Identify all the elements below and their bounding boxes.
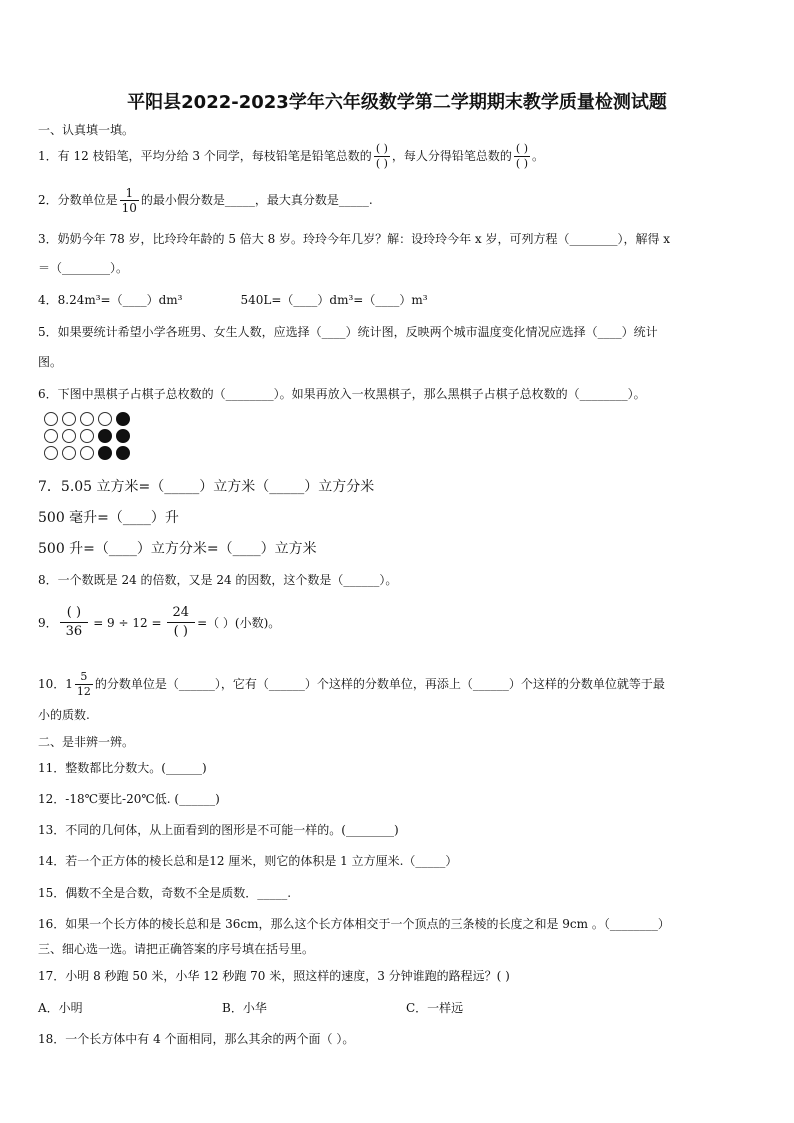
chess-piece-row [44, 412, 130, 426]
question-17-option-c: C．一样远 [406, 1001, 464, 1015]
page-title: 平阳县2022-2023学年六年级数学第二学期期末教学质量检测试题 [127, 92, 667, 113]
white-piece-icon [62, 429, 76, 443]
question-1-fraction-2: $\frac{( )}{( )}$ [515, 142, 529, 170]
white-piece-icon [44, 446, 58, 460]
white-piece-icon [80, 429, 94, 443]
white-piece-icon [62, 412, 76, 426]
question-5-line-2: 图。 [38, 355, 63, 369]
white-piece-icon [44, 412, 58, 426]
question-1-fraction-1: $\frac{( )}{( )}$ [375, 142, 388, 170]
section-3-heading: 三、细心选一选。请把正确答案的序号填在括号里。 [38, 942, 315, 956]
question-17-option-b: B．小华 [222, 1001, 267, 1015]
chess-pieces-figure [44, 412, 130, 463]
question-11: 11．整数都比分数大。(______) [38, 761, 207, 775]
question-10-fraction: $\frac{5}{12}$ [76, 670, 91, 698]
question-15: 15．偶数不全是合数，奇数不全是质数．_____. [38, 886, 292, 900]
question-16: 16．如果一个长方体的棱长总和是 36cm，那么这个长方体相交于一个顶点的三条棱的长度之和是 9cm 。（________） [38, 917, 670, 931]
question-12: 12．-18℃要比-20℃低. (______) [38, 792, 220, 806]
black-piece-icon [98, 446, 112, 460]
question-10-line-2: 小的质数. [38, 708, 90, 722]
question-7-line-1: 7．5.05 立方米=（_____）立方米（_____）立方分米 [38, 479, 375, 495]
question-3-line-1: 3．奶奶今年 78 岁，比玲玲年龄的 5 倍大 8 岁。玲玲今年几岁？解：设玲玲今年 x 岁，可列方程（________），解得 x [38, 232, 671, 246]
question-3-line-2: ＝（________）。 [38, 261, 129, 275]
question-1-text-a: 1．有 12 枝铅笔，平均分给 3 个同学，每枝铅笔是铅笔总数的 [38, 149, 372, 163]
question-18: 18．一个长方体中有 4 个面相同，那么其余的两个面（ ）。 [38, 1032, 355, 1046]
chess-piece-row [44, 429, 130, 443]
section-2-heading: 二、是非辨一辨。 [38, 735, 135, 749]
question-17: 17．小明 8 秒跑 50 米，小华 12 秒跑 70 米，照这样的速度，3 分钟谁跑的路程远？( ) [38, 969, 510, 983]
question-7-line-3: 500 升=（____）立方分米=（____）立方米 [38, 541, 317, 557]
black-piece-icon [116, 429, 130, 443]
question-2-fraction: $\frac{1}{10}$ [121, 186, 137, 215]
chess-piece-row [44, 446, 130, 460]
question-1: 1．有 12 枝铅笔，平均分给 3 个同学，每枝铅笔是铅笔总数的 $\frac{( )}{( )}$ ，每人分得铅笔总数的 $\frac{( )}{( )}$ 。 [38, 142, 545, 170]
black-piece-icon [116, 412, 130, 426]
question-9: 9． $\frac{( )}{36}$ = 9 ÷ 12 = $\frac{24}{( )}$ =（ ）(小数)。 [38, 605, 281, 639]
question-14: 14．若一个正方体的棱长总和是12 厘米，则它的体积是 1 立方厘米.（_____） [38, 854, 458, 868]
white-piece-icon [98, 412, 112, 426]
question-2: 2．分数单位是 $\frac{1}{10}$ 的最小假分数是_____，最大真分数是_____. [38, 186, 373, 215]
question-6: 6．下图中黑棋子占棋子总枚数的（________）。如果再放入一枚黑棋子，那么黑棋子占棋子总枚数的（________）。 [38, 387, 646, 401]
white-piece-icon [44, 429, 58, 443]
question-9-fraction-2: $\frac{24}{( )}$ [167, 604, 196, 641]
question-7-line-2: 500 毫升=（____）升 [38, 510, 179, 526]
question-9-fraction-1: $\frac{( )}{36}$ [60, 604, 89, 641]
section-1-heading: 一、认真填一填。 [38, 123, 135, 137]
question-10-line-1: 10．1 $\frac{5}{12}$ 的分数单位是（______），它有（______）个这样的分数单位，再添上（______）个这样的分数单位就等于最 [38, 670, 665, 698]
black-piece-icon [116, 446, 130, 460]
question-1-text-b: ，每人分得铅笔总数的 [391, 149, 512, 163]
white-piece-icon [62, 446, 76, 460]
white-piece-icon [80, 446, 94, 460]
black-piece-icon [98, 429, 112, 443]
white-piece-icon [80, 412, 94, 426]
question-17-option-a: A．小明 [38, 1001, 83, 1015]
question-13: 13．不同的几何体，从上面看到的图形是不可能一样的。(________) [38, 823, 399, 837]
question-4: 4．8.24m³=（____）dm³ 540L=（____）dm³=（____）m³ [38, 293, 428, 307]
question-5-line-1: 5．如果要统计希望小学各班男、女生人数，应选择（____）统计图，反映两个城市温度变化情况应选择（____）统计 [38, 325, 658, 339]
question-8: 8．一个数既是 24 的倍数，又是 24 的因数，这个数是（______）。 [38, 573, 398, 587]
